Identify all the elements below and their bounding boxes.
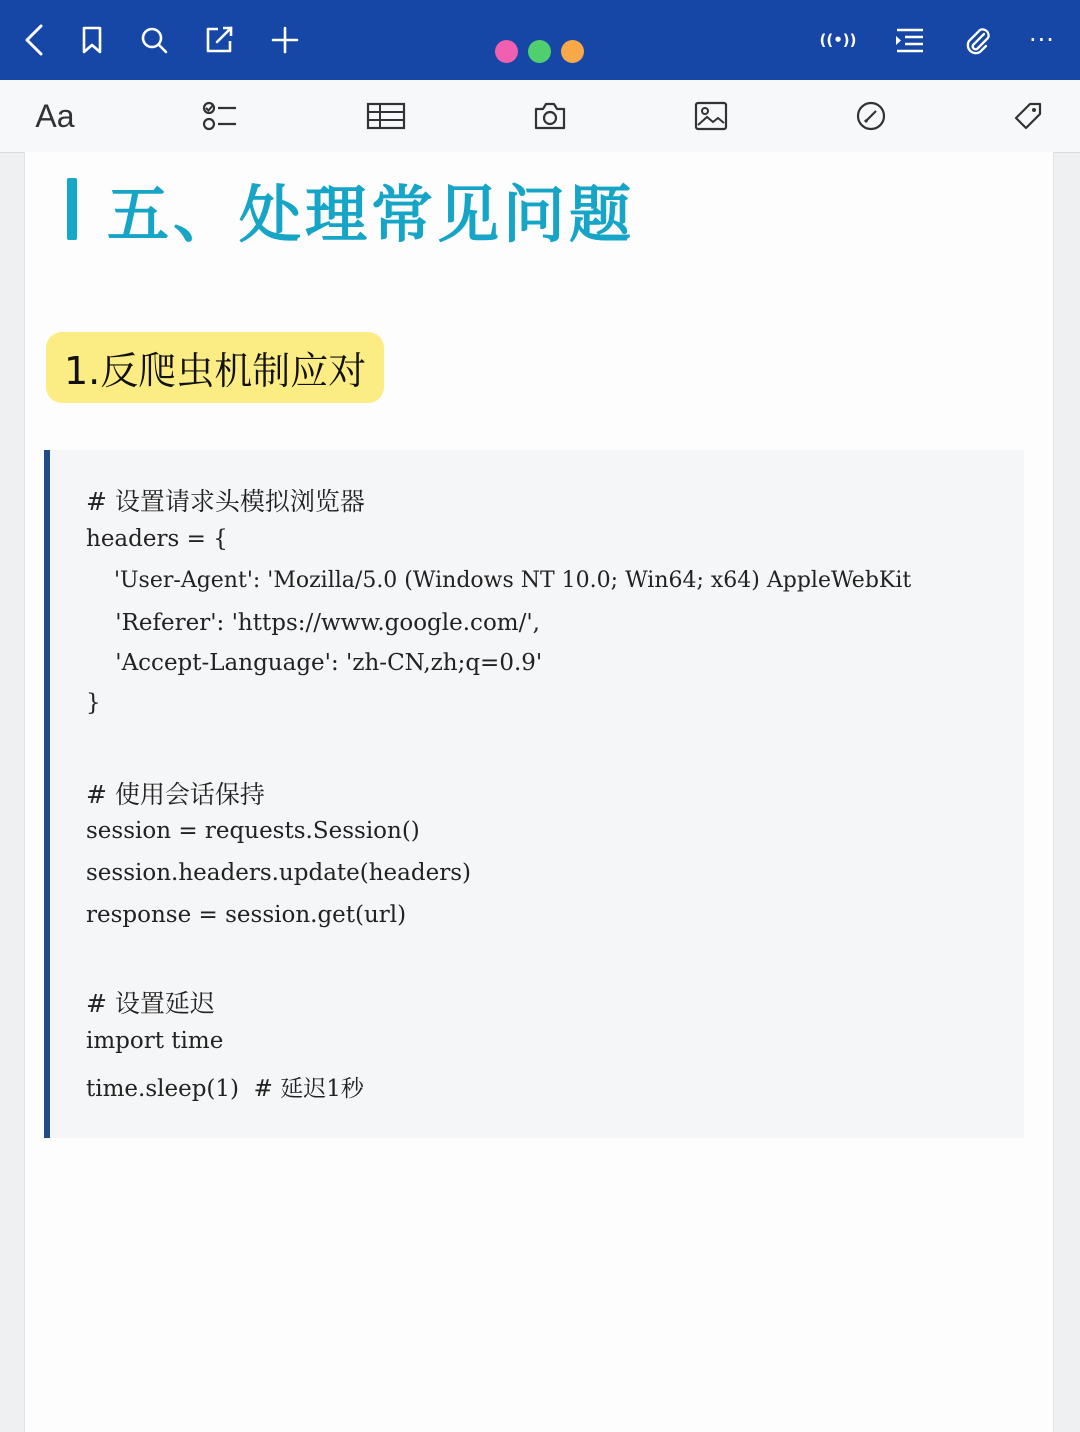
- image-button[interactable]: [683, 90, 739, 142]
- bookmark-icon: [80, 25, 104, 55]
- orange-dot[interactable]: [561, 40, 584, 63]
- search-button[interactable]: [128, 14, 180, 66]
- code-line: session = requests.Session(): [86, 818, 420, 844]
- search-icon: [139, 25, 169, 55]
- text-format-button[interactable]: [27, 90, 83, 142]
- table-icon: [366, 102, 406, 130]
- bookmark-button[interactable]: [66, 14, 118, 66]
- more-icon: ···: [1029, 26, 1055, 54]
- checklist-button[interactable]: [192, 90, 248, 142]
- text-format-icon: Aa: [35, 97, 75, 134]
- code-line: # 使用会话保持: [86, 780, 265, 809]
- attachment-button[interactable]: [951, 14, 1003, 66]
- section-title-text: 五、处理常见问题: [107, 177, 636, 251]
- title-accent-bar: [67, 178, 77, 240]
- window-dots[interactable]: [495, 40, 584, 63]
- add-button[interactable]: [259, 14, 311, 66]
- add-icon: [271, 26, 299, 54]
- code-line: time.sleep(1) # 延迟1秒: [86, 1076, 364, 1102]
- note-page[interactable]: [24, 152, 1054, 1432]
- edit-icon: [204, 25, 234, 55]
- code-block[interactable]: [44, 450, 1024, 1138]
- outline-button[interactable]: [883, 14, 935, 66]
- checklist-icon: [202, 100, 238, 132]
- tag-button[interactable]: [1000, 90, 1056, 142]
- camera-icon: [533, 101, 567, 131]
- code-line: headers = {: [86, 526, 228, 552]
- table-button[interactable]: [358, 90, 414, 142]
- formatting-toolbar: [0, 80, 1080, 153]
- code-line: }: [86, 690, 101, 716]
- section-title: [67, 174, 636, 251]
- broadcast-icon: ((•)): [819, 31, 857, 49]
- subheading-highlight: 1.反爬虫机制应对: [46, 332, 384, 403]
- code-line: response = session.get(url): [86, 902, 407, 928]
- image-icon: [694, 101, 728, 131]
- code-line: 'User-Agent': 'Mozilla/5.0 (Windows NT 10.0; Win64; x64) AppleWebKit: [86, 568, 912, 593]
- green-dot[interactable]: [528, 40, 551, 63]
- back-icon: [19, 23, 49, 57]
- pen-icon: [856, 101, 886, 131]
- code-line: # 设置延迟: [86, 989, 215, 1018]
- top-app-bar: [0, 0, 1080, 80]
- outline-icon: [893, 27, 925, 53]
- pen-button[interactable]: [843, 90, 899, 142]
- pink-dot[interactable]: [495, 40, 518, 63]
- broadcast-button[interactable]: [812, 14, 864, 66]
- tag-icon: [1013, 101, 1043, 131]
- share-edit-button[interactable]: [193, 14, 245, 66]
- code-line: # 设置请求头模拟浏览器: [86, 487, 365, 516]
- code-line: 'Referer': 'https://www.google.com/',: [86, 610, 540, 636]
- camera-button[interactable]: [522, 90, 578, 142]
- code-line: session.headers.update(headers): [86, 860, 471, 886]
- code-line: 'Accept-Language': 'zh-CN,zh;q=0.9': [86, 650, 543, 676]
- attachment-icon: [962, 25, 992, 55]
- more-button[interactable]: [1016, 14, 1068, 66]
- back-button[interactable]: [8, 14, 60, 66]
- code-line: import time: [86, 1028, 224, 1054]
